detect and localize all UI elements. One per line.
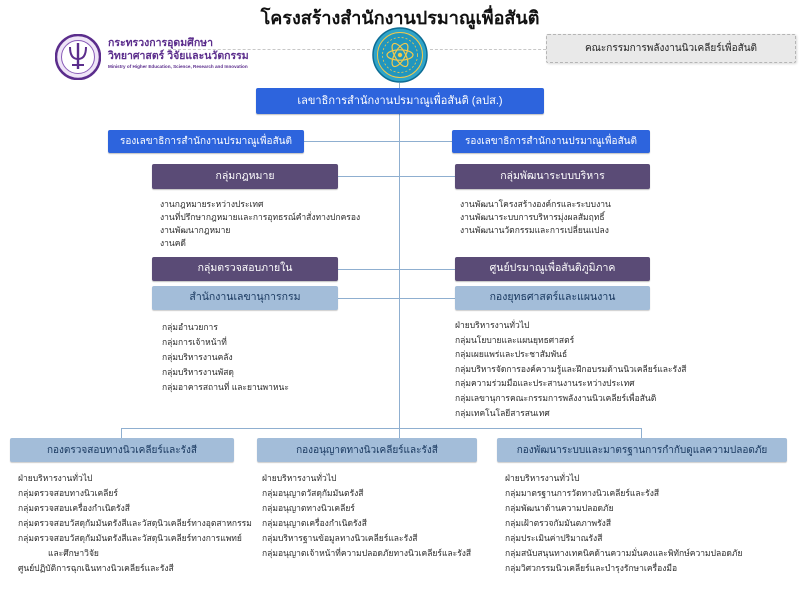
org-list-item: กลุ่มเผยแพร่และประชาสัมพันธ์ (455, 349, 568, 360)
connector-line (121, 428, 642, 429)
org-list-item: ฝ่ายบริหารงานทั่วไป (455, 320, 530, 330)
ministry-name-line3: Ministry of Higher Education, Science, Research and Innovation (108, 64, 248, 69)
connector-line (121, 428, 122, 438)
oap-seal-icon (372, 27, 428, 88)
org-list-item: งานที่ปรึกษากฎหมายและการอุทธรณ์คำสั่งทางปกครอง (160, 212, 361, 222)
org-list-item: กลุ่มตรวจสอบเครื่องกำเนิดรังสี (18, 503, 130, 513)
org-list-item: งานพัฒนากฎหมาย (160, 225, 231, 235)
connector-line (338, 269, 455, 270)
org-list-item: กลุ่มตรวจสอบวัสดุกัมมันตรังสีและวัสดุนิวเคลียร์ทางอุตสาหกรรม (18, 518, 252, 528)
org-list-item: กลุ่มอนุญาตวัสดุกัมมันตรังสี (262, 488, 364, 498)
org-list-item: ฝ่ายบริหารงานทั่วไป (505, 473, 580, 483)
connector-line (338, 298, 455, 299)
strategy-division-list (455, 318, 686, 420)
org-list-item: งานพัฒนาระบบการบริหารมุ่งผลสัมฤทธิ์ (460, 212, 605, 222)
secretariat-office-list (162, 320, 289, 395)
org-list-item: กลุ่มเฝ้าตรวจกัมมันตภาพรังสี (505, 518, 612, 528)
standards-division-box: กองพัฒนาระบบและมาตรฐานการกำกับดูแลความปลอดภัย (497, 438, 787, 462)
org-list-item: กลุ่มบริหารงานคลัง (162, 352, 233, 362)
page-title: โครงสร้างสำนักงานปรมาณูเพื่อสันติ (260, 8, 540, 28)
commission-box: คณะกรรมการพลังงานนิวเคลียร์เพื่อสันติ (546, 34, 796, 63)
org-list-item: กลุ่มวิศวกรรมนิวเคลียร์และบำรุงรักษาเครื่องมือ (505, 563, 678, 573)
org-list-item: งานพัฒนาโครงสร้างองค์กรและระบบงาน (460, 199, 611, 209)
connector-line (303, 141, 455, 142)
org-list-item: กลุ่มอนุญาตทางนิวเคลียร์ (262, 503, 355, 513)
connector-line (641, 428, 642, 438)
org-list-item: กลุ่มอนุญาตเครื่องกำเนิดรังสี (262, 518, 367, 528)
org-list-item: กลุ่มพัฒนาด้านความปลอดภัย (505, 503, 614, 513)
legal-group-box: กลุ่มกฎหมาย (152, 164, 338, 189)
org-list-item: ฝ่ายบริหารงานทั่วไป (262, 473, 337, 483)
org-list-item: กลุ่มอาคารสถานที่ และยานพาหนะ (162, 382, 289, 392)
ministry-name-line2: วิทยาศาสตร์ วิจัยและนวัตกรรม (108, 50, 249, 62)
secretary-general-box: เลขาธิการสำนักงานปรมาณูเพื่อสันติ (ลปส.) (256, 88, 544, 114)
strategy-division-box: กองยุทธศาสตร์และแผนงาน (455, 286, 650, 310)
org-list-item: กลุ่มความร่วมมือและประสานงานระหว่างประเทศ (455, 378, 635, 389)
inspection-division-box: กองตรวจสอบทางนิวเคลียร์และรังสี (10, 438, 234, 462)
legal-group-list (160, 198, 360, 250)
org-list-item: กลุ่มอำนวยการ (162, 322, 218, 332)
org-list-item: กลุ่มเลขานุการคณะกรรมการพลังงานนิวเคลียร์เพื่อสันติ (455, 392, 657, 403)
org-list-item: กลุ่มบริหารจัดการองค์ความรู้และฝึกอบรมด้านนิวเคลียร์และรังสี (455, 363, 687, 374)
admin-dev-group-box: กลุ่มพัฒนาระบบบริหาร (455, 164, 650, 189)
org-list-item: กลุ่มเทคโนโลยีสารสนเทศ (455, 407, 550, 418)
ministry-seal-icon (55, 34, 101, 85)
internal-audit-box: กลุ่มตรวจสอบภายใน (152, 257, 338, 281)
ministry-name-line1: กระทรวงการอุดมศึกษา (108, 37, 213, 49)
secretariat-office-box: สำนักงานเลขานุการกรม (152, 286, 338, 310)
org-list-item: กลุ่มประเมินค่าปริมาณรังสี (505, 533, 603, 543)
dashed-connector-line (430, 49, 546, 50)
connector-line (399, 114, 400, 438)
standards-division-list (505, 471, 742, 576)
org-list-item: ฝ่ายบริหารงานทั่วไป (18, 473, 93, 483)
inspection-division-list (18, 471, 252, 576)
org-list-item: กลุ่มมาตรฐานการวัดทางนิวเคลียร์และรังสี (505, 488, 660, 498)
deputy-secretary-right-box: รองเลขาธิการสำนักงานปรมาณูเพื่อสันติ (452, 130, 650, 153)
org-list-item: กลุ่มตรวจสอบทางนิวเคลียร์ (18, 488, 118, 498)
admin-dev-group-list (460, 198, 611, 237)
org-list-item: งานคดี (160, 238, 186, 248)
org-list-item: กลุ่มบริหารฐานข้อมูลทางนิวเคลียร์และรังสี (262, 533, 418, 543)
org-list-item: กลุ่มสนับสนุนทางเทคนิคด้านความมั่นคงและพิทักษ์ความปลอดภัย (505, 548, 743, 558)
deputy-secretary-left-box: รองเลขาธิการสำนักงานปรมาณูเพื่อสันติ (108, 130, 304, 153)
org-list-item: กลุ่มนโยบายและแผนยุทธศาสตร์ (455, 334, 575, 345)
org-list-item: กลุ่มตรวจสอบวัสดุกัมมันตรังสีและวัสดุนิวเคลียร์ทางการแพทย์ (18, 533, 242, 543)
ministry-logo-block (55, 34, 249, 85)
ministry-name (108, 34, 249, 70)
org-list-item: งานพัฒนานวัตกรรมและการเปลี่ยนแปลง (460, 225, 609, 235)
org-list-item: งานกฎหมายระหว่างประเทศ (160, 199, 264, 209)
org-list-item: กลุ่มอนุญาตเจ้าหน้าที่ความปลอดภัยทางนิวเคลียร์และรังสี (262, 548, 472, 558)
connector-line (338, 176, 455, 177)
org-list-item: กลุ่มการเจ้าหน้าที่ (162, 337, 227, 347)
org-list-item: กลุ่มบริหารงานพัสดุ (162, 367, 234, 377)
licensing-division-list (262, 471, 471, 561)
org-list-item: และศึกษาวิจัย (48, 548, 99, 558)
regional-center-box: ศูนย์ปรมาณูเพื่อสันติภูมิภาค (455, 257, 650, 281)
org-list-item: ศูนย์ปฏิบัติการฉุกเฉินทางนิวเคลียร์และรังสี (18, 563, 174, 573)
licensing-division-box: กองอนุญาตทางนิวเคลียร์และรังสี (257, 438, 477, 462)
